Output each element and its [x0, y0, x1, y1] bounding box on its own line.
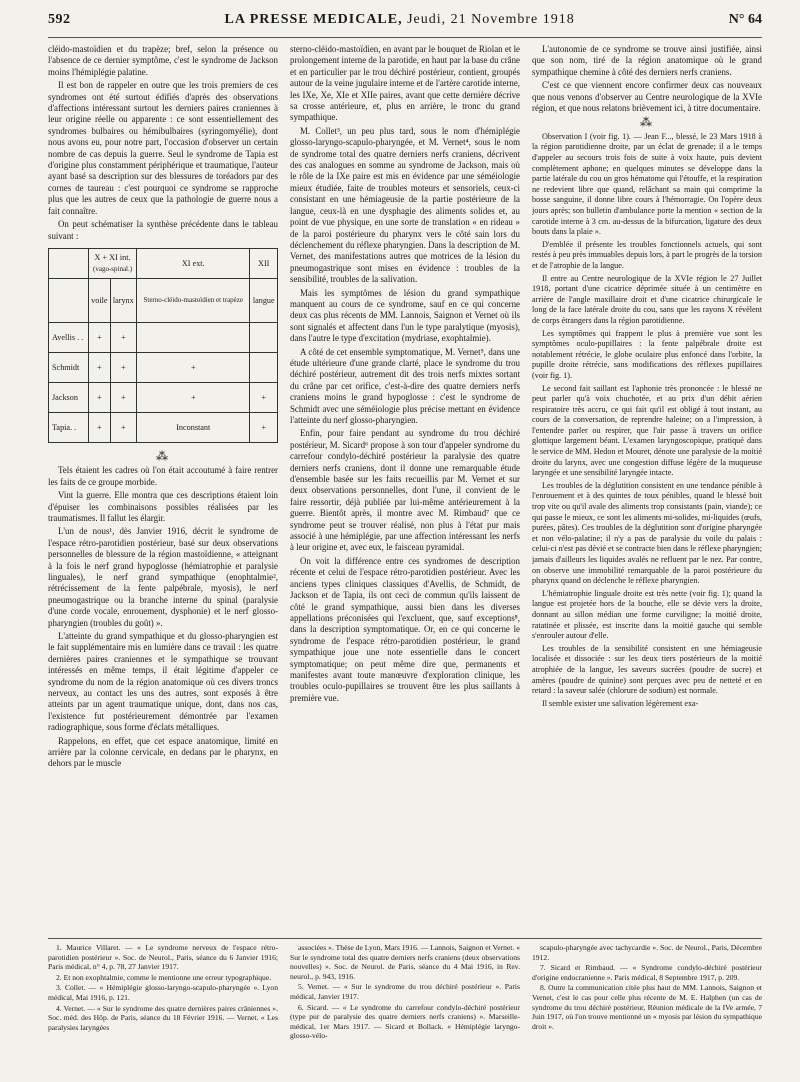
table-header-sub: (vago-spinal.) [93, 264, 133, 273]
table-cell [250, 352, 278, 382]
footnote: 2. Et non exophtalmie, comme le mentionne une erreur typographique. [56, 972, 272, 982]
footnote-column-3 [532, 943, 762, 1042]
section-separator: ⁂ [156, 448, 170, 463]
table-cell: + [137, 382, 250, 412]
table-cell: + [110, 322, 136, 352]
paragraph: Tels étaient les cadres où l'on était accoutumé à faire rentrer les faits de ce groupe morbide. [48, 465, 278, 487]
paragraph: C'est ce que viennent encore confirmer deux cas nouveaux que nous venons d'observer au Centre neurologique de la XVIe région, et que nous relatons brièvement ici, à titre documentaire. [532, 80, 762, 114]
footnote: 1. Maurice Villaret. — « Le syndrome nerveux de l'espace rétro-parotidien postérieur ». Soc. de Neurol., Paris, séance du 6 Janvier 1916; Paris médical, n° 4, p. 78, 27 Janvier 1917. [48, 943, 278, 972]
table-cell [250, 322, 278, 352]
table-cell: + [89, 412, 110, 442]
observation-paragraph: Les troubles de la déglutition consistent en une tendance pénible à l'enrouement et à des quintes de toux pénibles, quand le blessé boit trop vite ou qu'il avale des aliments trop consistants (pain, viande); ce qui passe le mieux, ce sont les aliments mi-solides, mi-liquides (œufs, purées, pâtes). Ces troubles de la déglutition sont d'origine pharyngée et non vélo-palatine; il n'y a pas de paralysie du voile du palais : celui-ci n'est pas dévié et se contracte bien dans le réflexe pharyngien; jamais d'ailleurs les liquides avalés ne refluent par le nez. Par contre, on observe une immobilité remarquable de la paroi postérieure du pharynx quand on déclenche le réflexe pharyngien. [532, 480, 762, 586]
footnote: 5. Vernet. — « Sur le syndrome du trou déchiré postérieur ». Paris médical, Janvier 1917. [290, 982, 520, 1001]
footnote: 7. Sicard et Rimbaud. — « Syndrome condylo-déchiré postérieur d'origine endocranienne ». Paris médical, 8 Septembre 1917, p. 209. [532, 963, 762, 982]
table-row-label: Schmidt [49, 352, 89, 382]
table-cell: + [250, 412, 278, 442]
footnote-divider [48, 938, 762, 939]
page-number: 592 [48, 12, 71, 27]
table-cell: + [89, 322, 110, 352]
column-3 [532, 44, 762, 932]
footnote: scapulo-pharyngée avec tachycardie ». Soc. de Neurol., Paris, Décembre 1912. [532, 943, 762, 962]
paragraph: L'un de nous¹, dès Janvier 1916, décrit le syndrome de l'espace rétro-parotidien postérieur, basé sur deux observations personnelles de blessure de la région mastoïdienne, « atteignant à la fois le nerf grand hypoglosse (hémiatrophie et paralysie linguales), le nerf grand sympathique (enophtalmie², rétrécissement de la fente palpébrale, myosis), le nerf pneumogastrique ou la branche interne du spinal (paralysie d'une corde vocale, enrouement, dysphonie) et le nerf glosso-pharyngien (troubles du goût) ». [48, 526, 278, 628]
footnote: 6. Sicard. — « Le syndrome du carrefour condylo-déchiré postérieur (type pur de paralysie des quatre derniers nerfs craniens) ». Marseille-médical, 1er Mars 1917. — Sicard et Bollack. « Hémiplégie laryngo-glosso-vélo- [290, 1002, 520, 1041]
table-cell [137, 322, 250, 352]
table-subheader: langue [250, 278, 278, 322]
issue-date: Jeudi, 21 Novembre 1918 [407, 12, 575, 27]
table-header-xi-ext: XI ext. [137, 248, 250, 278]
observation-paragraph: Il entre au Centre neurologique de la XVIe région le 27 Juillet 1918, portant d'une cicatrice déprimée située à un centimètre en arrière de l'angle maxillaire droit et d'une cicatrice chirurgicale le long de la face latérale droite du cou, sans que les rayons X révèlent de corps étrangers dans la région parotidienne. [532, 273, 762, 325]
table-cell: Inconstant [137, 412, 250, 442]
table-subheader: voile [89, 278, 110, 322]
table-cell: + [89, 352, 110, 382]
paragraph: M. Collet³, un peu plus tard, sous le nom d'hémiplégie glosso-laryngo-scapulo-pharyngée, et M. Vernet⁴, sous le nom de syndrome total des quatre derniers nerfs craniens, décrivent des cas analogues en somme au syndrome de Jackson, mais où le rôle de la IXe paire est mis en évidence par une séméiologie mieux étudiée, faite de troubles moteurs et sensoriels, ceux-ci consistant en une hémiageusie de la partie postérieure de la langue, ceux-là en une dysphagie des aliments solides et, au point de vue physique, en une sorte de translation « en rideau » de la paroi postérieure du pharynx vers le côté sain lors du déclenchement du réflexe pharyngien. Dans la description de M. Vernet, des manifestations autres que motrices de la lésion du pneumogastrique sont mises en évidence : troubles de la sensibilité, troubles de la salivation. [290, 125, 520, 285]
table-subheader: Sterno-cléido-mastoïdien et trapèze [137, 278, 250, 322]
footnote: 4. Vernet. — « Sur le syndrome des quatre dernières paires crâniennes ». Soc. méd. des Hôp. de Paris, séance du 18 Février 1916. — Vernet. « Les paralysies laryngées [48, 1003, 278, 1032]
paragraph: cléido-mastoïdien et du trapèze; bref, selon la présence ou l'absence de ce dernier symptôme, c'est le syndrome de Jackson moins l'hémiplégie palatine. [48, 44, 278, 77]
observation-paragraph: Il semble exister une salivation légèrement exa- [542, 698, 699, 708]
table-cell: + [110, 412, 136, 442]
paragraph: L'autonomie de ce syndrome se trouve ainsi justifiée, ainsi que son nom, tiré de la région anatomique où le grand sympathique chemine à côté des derniers nerfs craniens. [532, 44, 762, 77]
paragraph: On peut schématiser la synthèse précédente dans le tableau suivant : [48, 219, 278, 241]
paragraph: Il est bon de rappeler en outre que les trois premiers de ces syndromes ont été surtout édifiés d'après des observations d'affections intéressant surtout les derniers paires craniennes à leur origine réelle ou apparente : ce sont essentiellement des syndromes bulbaires ou hémibulbaires (syringomyélie), dont nous avons eu, pour notre part, l'occasion d'observer un certain nombre de cas depuis la guerre. Seul le syndrome de Tapia est d'origine plus constamment périphérique et traumatique, l'auteur ayant basé sa description sur des blessures de toréadors par des cornes de taureau : c'est pourquoi ce syndrome se rapproche plus que les autres de ceux que la pathologie de guerre nous a fait connaître. [48, 80, 278, 216]
observation-paragraph: Les symptômes qui frappent le plus à première vue sont les symptômes oculo-pupillaires : la fente palpébrale droite est notablement rétrécie, le globe oculaire plus enfoncé dans l'orbite, la pupille droite rétrécie, sans modifications des réflexes pupillaires (voir fig. 1). [532, 328, 762, 380]
paragraph: Mais les symptômes de lésion du grand sympathique manquent au cours de ce syndrome, sauf en ce qui concerne deux cas plus récents de MM. Lannois, Saignon et Vernet où ils sont signalés et affectent dans l'un le type paralytique (myosis), dans l'autre le type d'excitation (mydriase, exophtalmie). [290, 287, 520, 344]
table-cell: + [110, 382, 136, 412]
paragraph: A côté de cet ensemble symptomatique, M. Vernet⁵, dans une étude ultérieure d'une grande clarté, place le syndrome du trou déchiré postérieur, autrement dit des trois nerfs mixtes sortant du crâne par cet orifice, c'est-à-dire des quatre derniers nerfs craniens moins le grand hypoglosse : c'est le syndrome de Schmidt avec une séméiologie plus précise mettant en évidence l'atteinte du nerf glosso-pharyngien. [290, 346, 520, 425]
journal-name: LA PRESSE MEDICALE, [224, 12, 403, 27]
table-row [49, 412, 278, 442]
footnote-column-2 [290, 943, 520, 1042]
table-row-label: Avellis . . [49, 322, 89, 352]
table-row [49, 352, 278, 382]
table-subheader: larynx [110, 278, 136, 322]
syndrome-table [48, 248, 278, 443]
table-cell: + [137, 352, 250, 382]
page-header [48, 12, 762, 38]
table-row [49, 322, 278, 352]
issue-number: N° 64 [728, 12, 762, 27]
paragraph: L'atteinte du grand sympathique et du glosso-pharyngien est le fait supplémentaire mis en lumière dans ce travail : les quatre dernières paires craniennes et le sympathique se trouvant intéressés en même temps, il était légitime d'appeler ce syndrome du nom de la région anatomique où ces divers troncs nerveux, au contact les uns des autres, sont exposés à être atteints par un agent traumatique unique, dont, dans nos cas, l'existence fut postérieurement démontrée par l'examen radiographique, sous forme d'éclats métalliques. [48, 631, 278, 733]
observation-paragraph: D'emblée il présente les troubles fonctionnels actuels, qui sont restés à peu près immuables depuis lors, à part le progrès de la torsion et de l'atrophie de la langue. [532, 239, 762, 270]
paragraph: Rappelons, en effet, que cet espace anatomique, limité en arrière par la colonne cervicale, en dedans par le pharynx, en dehors par le muscle [48, 735, 278, 769]
table-empty-cell [49, 278, 89, 322]
journal-title [225, 12, 575, 28]
table-header-xii: XII [250, 248, 278, 278]
table-row-label: Jackson [49, 382, 89, 412]
table-row-label: Tapia. . [49, 412, 89, 442]
table-cell: + [250, 382, 278, 412]
table-row [49, 382, 278, 412]
footnote-column-1 [48, 943, 278, 1042]
footnote: associées ». Thèse de Lyon, Mars 1916. — Lannois, Saignon et Vernet. « Sur le syndrome total des quatre derniers nerfs craniens (deux observations nouvelles) ». Soc. de Neurol. de Paris, séance du 4 Mai 1916, in Rev. neurol., p. 943, 1916. [290, 943, 520, 981]
paragraph: sterno-cléido-mastoïdien, en avant par le bouquet de Riolan et le prolongement interne de la parotide, en haut par la base du crâne et en particulier par le trou déchiré postérieur, contient, groupés autour de la veine jugulaire interne et de l'artère carotide interne, les IXe, Xe, XIe et XIIe paires, avant que cette dernière décrive sa crosse antérieure, et, plus en arrière, le tronc du grand sympathique. [290, 44, 520, 123]
table-cell: + [89, 382, 110, 412]
table-header-vago-spinal: X + XI int. (vago-spinal.) [89, 248, 137, 278]
paragraph: On voit la différence entre ces syndromes de description récente et celui de l'espace rétro-parotidien postérieur. Avec les anciens types cliniques classiques d'Avellis, de Schmidt, de Jackson et de Tapia, ils ont ceci de commun qu'ils laissent de côté le grand sympathique, aussi bien dans les diverses appellations préconisées qui l'excluent, que, sauf exceptions⁸, dans la description symptomatique. Or, en ce qui concerne le syndrome de l'espace rétro-parotidien postérieur, le grand sympathique joue une note essentielle dans le concert symptomatique; on peut même dire que, permanents et manifestes avant toute manœuvre d'exploration clinique, les troubles oculo-pupillaires se trouvent être les plus saillants à première vue. [290, 555, 520, 703]
paragraph: Vint la guerre. Elle montra que ces descriptions étaient loin d'épuiser les combinaisons possibles réalisées par les traumatismes. Il fallut les élargir. [48, 490, 278, 523]
column-1 [48, 44, 278, 932]
paragraph: Enfin, pour faire pendant au syndrome du trou déchiré postérieur, M. Sicard⁶ propose à son tour d'appeler syndrome du carrefour condylo-déchiré postérieur la paralysie des quatre derniers nerfs craniens, dont il donne une remarquable étude d'ensemble basée sur les faits recueillis par M. Vernet et sur deux observations personnelles, dont l'une, il convient de le faire ressortir, déjà publiée par lui-même antérieurement à la guerre. Bientôt après, il montre avec M. Rimbaud⁷ que ce syndrome peut se trouver réalisé, non plus à l'état pur mais associé à une hémiplégie, par une affection intéressant les nerfs à leur origine et, avec eux, le faisceau pyramidal. [290, 428, 520, 553]
observation-paragraph: Les troubles de la sensibilité consistent en une hémiageusie localisée et dissociée : sur les deux tiers postérieurs de la moitié atrophiée de la langue, les saveurs sucrées (poudre de sucre) et amères (poudre de quinine) sont perçues avec peu de netteté et en retard : la saveur salée (chlorure de sodium) est normale. [532, 643, 762, 696]
footnote: 8. Outre la communication citée plus haut de MM. Lannois, Saignon et Vernet, c'est le cas pour celle plus récente de M. E. Halphen (un cas de syndrome du trou déchiré postérieur, Réunion médicale de la IVe armée, 7 Juin 1917, où l'on trouve mentionné un « myosis par lésion du sympathique droit ». [532, 983, 762, 1031]
article-columns [48, 44, 762, 932]
section-separator: ⁂ [640, 115, 654, 130]
footnotes [48, 943, 762, 1042]
column-2 [290, 44, 520, 932]
observation-paragraph: Le second fait saillant est l'aphonie très prononcée : le blessé ne peut parler qu'à voix chuchotée, et au prix d'un débit aérien respiratoire très accru, ce qui fait qu'il est obligé à tout instant, au cours de la conversation, de reprendre haleine; on a l'impression, à l'entendre parler ou respirer, que l'air passe à travers un orifice glottique largement béant. L'examen laryngoscopique, pratiqué dans le service de MM. Hedon et Mouret, dénote une paralysie de la moitié droite du larynx, avec une congestion diffuse légère de la muqueuse laryngée et une sensibilité laryngée intacte. [532, 383, 762, 478]
table-cell: + [110, 352, 136, 382]
footnote: 3. Collet. — « Hémiplégie glosso-laryngo-scapulo-pharyngée ». Lyon médical, Mai 1916, p. 121. [48, 983, 278, 1002]
observation-paragraph: Observation I (voir fig. 1). — Jean F..., blessé, le 23 Mars 1918 à la région parotidienne droite, par un éclat de grenade; il a le temps d'appeler au secours trois fois de suite à voix haute, puis devient complètement aphone; en quelques minutes se développe dans la partie latérale du cou un gros hématome qui l'étouffe, et la respiration ne redevient libre que quand, relâchant sa main qui comprime la bosse sanguine, il donne libre cours à l'hémorragie. On l'opère deux jours après; son bulletin d'ambulance porte la mention « section de la carotide interne à 3 cm. au-dessus de la bifurcation, ligature des deux bouts dans la plaie ». [532, 131, 762, 237]
table-corner-cell [49, 248, 89, 278]
observation-paragraph: L'hémiatrophie linguale droite est très nette (voir fig. 1); quand la langue est projetée hors de la bouche, elle se dévie vers la droite, donnant au sillon médian une forme curviligne; la moitié droite, ratatinée et plissée, est inscrite dans la moitié gauche qui semble s'enrouler autour d'elle. [532, 588, 762, 641]
